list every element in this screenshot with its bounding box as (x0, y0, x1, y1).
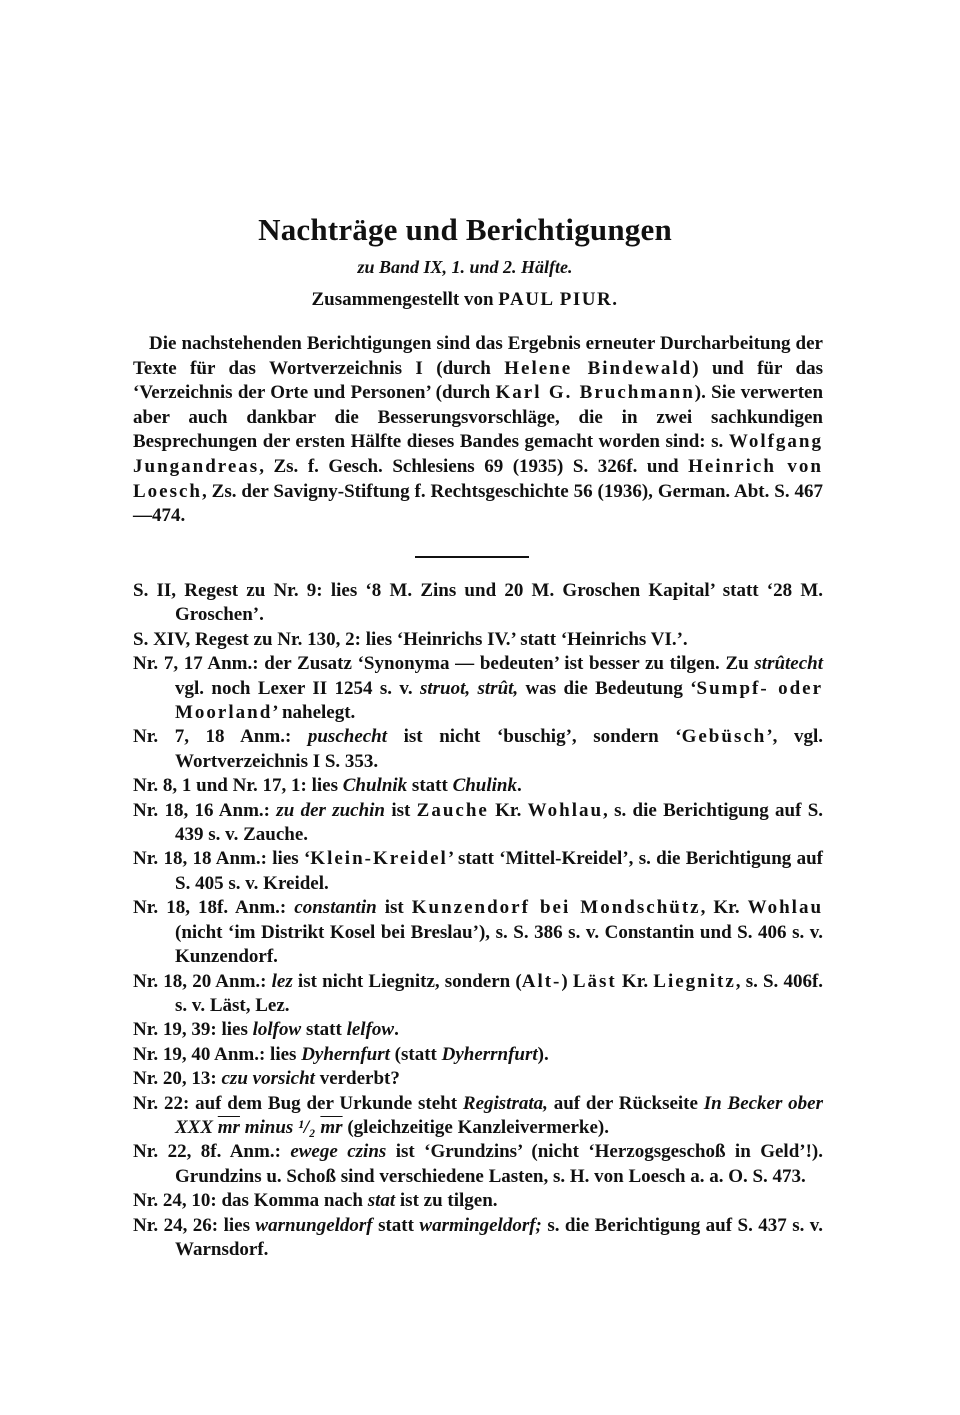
entry-text: ’ nahelegt. (272, 702, 356, 724)
spaced-term: Sumpf- oder Moorland (175, 677, 824, 724)
correction-entry (133, 1067, 823, 1091)
entry-text: Nr. 24, 10: das Komma nach (133, 1190, 363, 1212)
entry-text: Nr. 7, 18 Anm.: (133, 726, 292, 748)
intro-paragraph (133, 332, 823, 529)
italic-term: lez (271, 970, 293, 992)
section-divider (415, 556, 529, 558)
spaced-term: Kunzendorf bei Mondschütz (411, 897, 701, 919)
entry-text: vgl. noch Lexer II 1254 s. v. (175, 677, 413, 699)
italic-term: Chulnik (342, 775, 408, 797)
correction-entry (133, 725, 823, 774)
italic-term: czu vorsicht (221, 1068, 315, 1090)
italic-term: puschecht (307, 726, 388, 748)
italic-term: strûtecht (754, 653, 824, 675)
italic-term: minus ¹/₂ (244, 1116, 316, 1138)
entry-text: verderbt? (319, 1068, 400, 1090)
entry-text: ist (391, 799, 411, 821)
correction-entry (133, 1043, 823, 1067)
italic-term: warnungeldorf (255, 1214, 373, 1236)
italic-term: ewege czins (290, 1141, 387, 1163)
compiled-by-line (0, 289, 930, 311)
correction-entry (133, 652, 823, 725)
correction-entry (133, 1092, 823, 1141)
entry-text: Nr. 8, 1 und Nr. 17, 1: lies (133, 775, 338, 797)
person-helene-bindewald: Helene Bindewald (504, 357, 693, 379)
italic-term: Chulink (452, 775, 517, 797)
italic-term: Dyherrnfurt (441, 1043, 538, 1065)
abbreviation-mark: $\overline{mr}$ (217, 1116, 240, 1138)
entry-text: ist nicht ‘buschig’, sondern ‘ (403, 726, 682, 748)
abbreviation-mark: $\overline{mr}$ (320, 1116, 343, 1138)
spaced-term: Gebüsch (681, 726, 767, 748)
entry-text: Nr. 7, 17 Anm.: der Zusatz ‘Synonyma — bedeuten’ ist besser zu tilgen. Zu (133, 653, 749, 675)
entry-text: ). (537, 1043, 549, 1065)
correction-entry (133, 896, 823, 969)
entry-text: (nicht ‘im Distrikt Kosel bei Breslau’), s. S. 386 s. v. Constantin und S. 406 s. v. Kunzendorf. (175, 921, 823, 968)
italic-term: constantin (294, 897, 377, 919)
entry-text: , s. S. 406f. s. v. Läst, Lez. (175, 970, 824, 1016)
spaced-term: Alt- (521, 970, 562, 992)
entry-text: Nr. 22, 8f. Anm.: (133, 1141, 281, 1163)
entry-text: ist (384, 897, 404, 919)
entry-text: , Kr. (700, 897, 740, 919)
correction-entry (133, 799, 823, 848)
italic-term: Registrata, (462, 1092, 548, 1114)
entry-text: (statt (394, 1043, 437, 1065)
entry-text: auf der Rückseite (553, 1092, 698, 1114)
italic-term: lolfow (252, 1019, 302, 1041)
entry-text: statt (378, 1214, 414, 1236)
italic-term: struot, strût, (419, 677, 519, 699)
entry-text: Kr. (621, 970, 649, 992)
italic-term: lelfow (346, 1019, 395, 1041)
entry-text: ist nicht Liegnitz, sondern ( (297, 970, 522, 992)
corrections-list (133, 579, 823, 1262)
entry-text: Nr. 24, 26: lies (133, 1214, 250, 1236)
intro-text-4: , Zs. f. Gesch. Schlesiens 69 (1935) S. 326f. und (259, 455, 679, 477)
entry-text: ’, vgl. Wortverzeichnis I S. 353. (175, 726, 824, 772)
spaced-term: Wohlau (747, 897, 824, 919)
entry-text: S. XIV, Regest zu Nr. 130, 2: lies ‘Heinrichs IV.’ statt ‘Heinrichs VI.’. (133, 628, 688, 650)
entry-text: Nr. 18, 20 Anm.: (133, 970, 267, 992)
spaced-term: Läst (572, 970, 617, 992)
person-wolfgang-jungandreas: Wolfgang Jungandreas (133, 431, 823, 477)
page-subtitle: zu Band IX, 1. und 2. Hälfte. (357, 257, 573, 277)
page-title: Nachträge und Berichtigungen (258, 212, 672, 247)
entry-text: Nr. 20, 13: (133, 1068, 217, 1090)
entry-text: ) (561, 970, 568, 992)
correction-entry (133, 1214, 823, 1263)
correction-entry (133, 1140, 823, 1189)
entry-text: statt (411, 775, 448, 797)
entry-text: , s. die Berichtigung auf S. 439 s. v. Zauche. (175, 799, 824, 846)
entry-text: s. die Berichtigung auf S. 437 s. v. Warnsdorf. (175, 1214, 824, 1260)
spaced-term: Zauche (416, 799, 489, 821)
intro-text-3: ). Sie verwerten aber auch dankbar die Besserungsvorschläge, die in zwei sachkundigen Besprechungen der ersten Hälfte dieses Bandes gemacht worden sind: s. (133, 382, 824, 453)
intro-text-2: ) und für das ‘Verzeichnis der Orte und Personen’ (durch (133, 357, 823, 404)
italic-term: Dyhernfurt (301, 1043, 390, 1065)
person-karl-bruchmann: Karl G. Bruchmann (495, 382, 695, 404)
spaced-term: Klein-Kreidel (310, 848, 448, 870)
entry-text: was die Bedeutung ‘ (525, 677, 697, 699)
correction-entry (133, 1018, 823, 1042)
correction-entry (133, 970, 823, 1019)
entry-text: Kr. (495, 799, 522, 821)
entry-text: ist ‘Grundzins’ (nicht ‘Herzogsgeschoß in Geld’!). Grundzins u. Schoß sind verschiedene Lasten, s. H. von Loesch a. a. O. S. 473. (175, 1141, 823, 1187)
correction-entry (133, 1189, 823, 1213)
spaced-term: Liegnitz (653, 970, 736, 992)
entry-text: Nr. 18, 18f. Anm.: (133, 897, 287, 919)
entry-text: ’ statt ‘Mittel-Kreidel’, s. die Berichtigung auf S. 405 s. v. Kreidel. (175, 848, 823, 894)
entry-text: Nr. 19, 40 Anm.: lies (133, 1043, 297, 1065)
entry-text: Nr. 22: auf dem Bug der Urkunde steht (133, 1092, 458, 1114)
correction-entry (133, 774, 823, 798)
italic-term: zu der zuchin (276, 799, 386, 821)
italic-term: stat (367, 1190, 396, 1212)
intro-text-1: Die nachstehenden Berichtigungen sind das Ergebnis erneuter Durcharbeitung der Texte für das Wortverzeichnis I (durch (133, 333, 823, 379)
person-heinrich-von-loesch: Heinrich von Loesch (133, 455, 823, 502)
correction-entry (133, 579, 823, 628)
intro-text-5: , Zs. der Savigny-Stiftung f. Rechtsgeschichte 56 (1936), German. Abt. S. 467—474. (133, 480, 823, 527)
italic-term: In Becker ober XXX (175, 1092, 824, 1138)
entry-text: S. II, Regest zu Nr. 9: lies ‘8 M. Zins und 20 M. Groschen Kapital’ statt ‘28 M. Groschen’. (133, 580, 823, 626)
compiled-prefix: Zusammengestellt von (311, 289, 494, 310)
entry-text: Nr. 19, 39: lies (133, 1019, 248, 1041)
entry-text: statt (305, 1019, 342, 1041)
entry-text: (gleichzeitige Kanzleivermerke). (347, 1116, 610, 1138)
italic-term: warmingeldorf; (419, 1214, 542, 1236)
correction-entry (133, 847, 823, 896)
spaced-term: Wohlau (527, 799, 604, 821)
correction-entry (133, 628, 823, 652)
entry-text: . (394, 1019, 399, 1041)
entry-text: ist zu tilgen. (399, 1190, 498, 1212)
entry-text: Nr. 18, 18 Anm.: lies ‘ (133, 848, 311, 870)
entry-text: Nr. 18, 16 Anm.: (133, 799, 270, 821)
compiler-name: PAUL PIUR. (498, 289, 619, 310)
entry-text: . (517, 775, 522, 797)
